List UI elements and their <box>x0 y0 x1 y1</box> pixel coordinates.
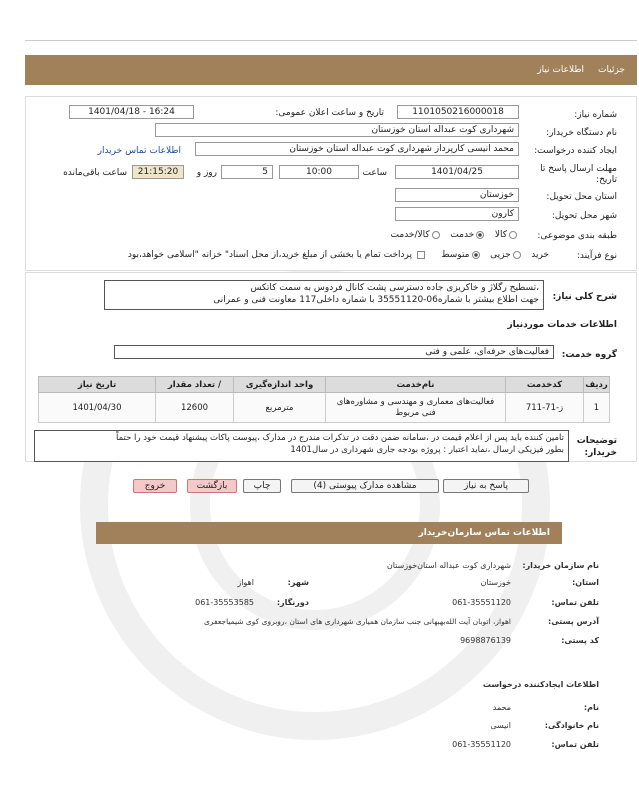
creator-phone-value: 061-35551120 <box>452 740 511 749</box>
services-table <box>38 376 610 423</box>
fax-label: دورنگار: <box>276 598 309 607</box>
deadline-date-field: 1401/04/25 <box>395 165 519 179</box>
creator-field: محمد انیسی کارپرداز شهرداری کوت عبداله استان خوزستان <box>195 142 519 156</box>
days-label: روز و <box>196 168 217 178</box>
need-number-field: 1101050216000018 <box>397 105 519 119</box>
group-label: گروه خدمت: <box>561 350 617 360</box>
contact-header <box>96 522 562 544</box>
col-code: کدخدمت <box>506 377 584 393</box>
notes-line-2: بطور فیزیکی ارسال ،نماید اعتبار : پروژه بودجه جاری شهرداری در سال1401 <box>290 445 564 455</box>
creator-family-label: نام خانوادگی: <box>544 721 599 730</box>
org-value: شهرداری کوت عبداله استان‌خوزستان <box>386 561 511 570</box>
back-button[interactable]: بازگشت <box>187 479 237 493</box>
contact-title: اطلاعات تماس سازمان‌خریدار <box>418 528 550 538</box>
description-field <box>104 280 544 310</box>
creator-family-value: انیسی <box>490 721 511 730</box>
cell-row: 1 <box>584 393 610 423</box>
announce-field: 1401/04/18 - 16:24 <box>69 105 194 119</box>
process-medium-radio[interactable] <box>472 251 480 259</box>
postal-label: کد پستی: <box>561 636 599 645</box>
buyer-label: نام دستگاه خریدار: <box>546 128 617 138</box>
print-button[interactable]: چاپ <box>243 479 281 493</box>
remaining-label: ساعت باقی‌مانده <box>63 168 127 178</box>
days-field: 5 <box>221 165 273 179</box>
col-qty: / تعداد مقدار <box>156 377 234 393</box>
province-field: خوزستان <box>395 188 519 202</box>
table-row[interactable] <box>39 393 610 423</box>
category-both-label: کالا/خدمت <box>390 230 430 240</box>
org-label: نام سازمان خریدار: <box>522 561 599 570</box>
remaining-time-field: 21:15:20 <box>132 165 184 179</box>
creator-name-value: محمد <box>492 703 511 712</box>
top-divider <box>25 40 637 41</box>
time-label: ساعت <box>362 168 387 178</box>
category-options <box>391 230 519 240</box>
process-partial-label: جزیی <box>490 250 511 260</box>
contact-province-label: استان: <box>572 578 599 587</box>
process-options <box>128 250 549 260</box>
contact-phone-value: 061-35551120 <box>452 598 511 607</box>
description-line-1: ،تسطیح رگلاژ و خاکریزی جاده دسترسی پشت کانال فردوس به سمت کاتکس <box>250 283 539 293</box>
tab-details[interactable]: جزئیات <box>598 65 625 75</box>
province-label: استان محل تحویل: <box>546 192 617 202</box>
tab-need-info[interactable]: اطلاعات نیاز <box>537 65 585 75</box>
col-date: تاریخ نیاز <box>39 377 156 393</box>
cell-unit: مترمربع <box>234 393 326 423</box>
deadline-time-field: 10:00 <box>279 165 359 179</box>
process-buy-label: خرید <box>531 250 549 260</box>
description-label: شرح کلی نیاز: <box>552 292 617 302</box>
address-value: اهواز، اتوبان آیت الله‌بهبهانی جنب سازمان همیاری شهرداری های استان ،روبروی کوی شیمیا‌جعفری <box>204 617 511 626</box>
contact-province-value: خوزستان <box>480 578 511 587</box>
buyer-field: شهرداری کوت عبداله استان خوزستان <box>155 123 519 137</box>
creator-phone-label: تلفن تماس: <box>551 740 599 749</box>
notes-label: توضیحات خریدار: <box>576 436 617 458</box>
announce-label: تاریخ و ساعت اعلان عمومی: <box>275 108 384 118</box>
process-partial-radio[interactable] <box>513 251 521 259</box>
process-medium-label: متوسط <box>441 250 470 260</box>
category-service-label: خدمت <box>450 230 475 240</box>
creator-info-title: اطلاعات ایجادکننده درخواست <box>482 680 599 689</box>
services-title: اطلاعات خدمات موردنیاز <box>507 320 617 330</box>
view-attachments-button[interactable]: مشاهده مدارک پیوستی (4) <box>291 479 439 493</box>
fax-value: 061-35553585 <box>195 598 254 607</box>
creator-label: ایجاد کننده درخواست: <box>534 146 617 156</box>
contact-city-value: اهواز <box>237 578 254 587</box>
category-goods-label: کالا <box>494 230 507 240</box>
deadline-label: مهلت ارسال پاسخ تا تاریخ: <box>540 164 617 185</box>
creator-name-label: نام: <box>583 703 599 712</box>
process-label: نوع فرآیند: <box>576 251 617 261</box>
buyer-contact-link[interactable]: اطلاعات تماس خریدار <box>97 146 181 156</box>
city-label: شهر محل تحویل: <box>551 211 617 221</box>
payment-note: پرداخت تمام یا بخشی از مبلغ خرید،از محل اسناد" خزانه "اسلامی خواهد،بود <box>127 250 413 260</box>
city-field: کارون <box>395 207 519 221</box>
cell-qty: 12600 <box>156 393 234 423</box>
cell-date: 1401/04/30 <box>39 393 156 423</box>
notes-field <box>34 430 569 462</box>
payment-checkbox[interactable] <box>417 251 425 259</box>
contact-phone-label: تلفن تماس: <box>551 598 599 607</box>
category-both-radio[interactable] <box>432 231 440 239</box>
description-line-2: جهت اطلاع بیشتر با شماره06-35551120 با شماره داخلی117 معاونت فنی و عمرانی <box>213 295 539 305</box>
exit-button[interactable]: خروج <box>133 479 177 493</box>
address-label: آدرس پستی: <box>548 617 599 626</box>
col-unit: واحد اندازه‌گیری <box>234 377 326 393</box>
contact-city-label: شهر: <box>287 578 309 587</box>
cell-name: فعالیت‌های معماری و مهندسی و مشاوره‌های فنی مربوط <box>326 393 506 423</box>
notes-line-1: تامین کننده باید پس از اعلام قیمت در ،سامانه ضمن دقت در تذکرات مندرج در مدارک ،پیوست پاکات پیشنهاد قیمت خود را حتماً <box>116 433 564 443</box>
table-header-row <box>39 377 610 393</box>
page-header <box>25 55 637 85</box>
category-goods-radio[interactable] <box>509 231 517 239</box>
col-row: ردیف <box>584 377 610 393</box>
col-name: نام‌خدمت <box>326 377 506 393</box>
category-service-radio[interactable] <box>476 231 484 239</box>
cell-code: ز-71-711 <box>506 393 584 423</box>
need-number-label: شماره نیاز: <box>574 110 617 120</box>
postal-value: 9698876139 <box>460 636 511 645</box>
category-label: طبقه بندی موضوعی: <box>537 231 617 241</box>
group-field: فعالیت‌های حرفه‌ای، علمی و فنی <box>114 345 554 359</box>
reply-button[interactable]: پاسخ به نیاز <box>443 479 529 493</box>
